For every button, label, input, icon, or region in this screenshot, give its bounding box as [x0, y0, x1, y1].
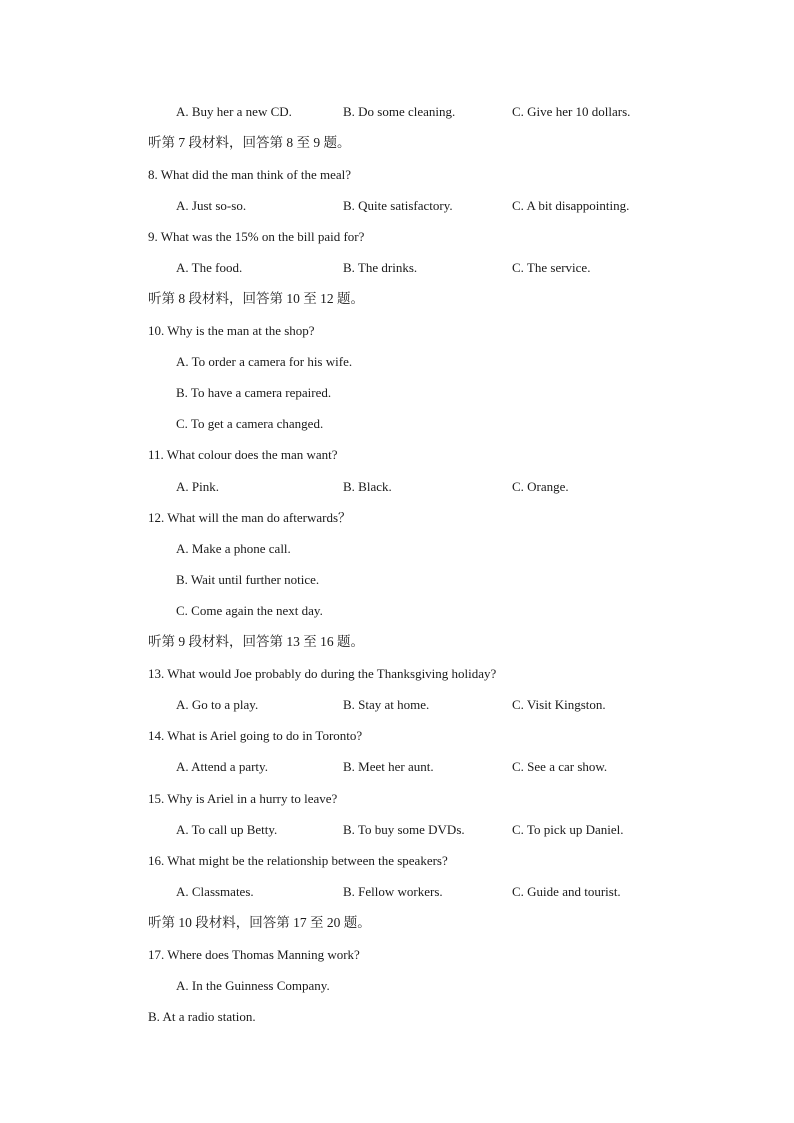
- q10-option-b: B. To have a camera repaired.: [176, 385, 332, 400]
- q11-question: 11. What colour does the man want?: [148, 447, 338, 462]
- q11-option-b: B. Black.: [343, 479, 392, 494]
- section-7-heading: 听第 7 段材料，回答第 8 至 9 题。: [148, 135, 351, 150]
- q14-option-b: B. Meet her aunt.: [343, 759, 434, 774]
- q16-option-a: A. Classmates.: [176, 884, 254, 899]
- q9-option-b: B. The drinks.: [343, 260, 418, 275]
- section-8-heading: 听第 8 段材料，回答第 10 至 12 题。: [148, 291, 364, 306]
- q12-question: 12. What will the man do afterwards？: [148, 510, 352, 525]
- section-9-heading: 听第 9 段材料，回答第 13 至 16 题。: [148, 634, 364, 649]
- q13-options-row: [0, 695, 794, 715]
- q8-option-b: B. Quite satisfactory.: [343, 198, 453, 213]
- q7-option-c: C. Give her 10 dollars.: [512, 104, 631, 119]
- q17-option-a: A. In the Guinness Company.: [176, 978, 330, 993]
- q13-option-a: A. Go to a play.: [176, 697, 259, 712]
- q13-option-c: C. Visit Kingston.: [512, 697, 606, 712]
- q8-options-row: [0, 196, 794, 216]
- q11-option-c: C. Orange.: [512, 479, 569, 494]
- q10-question: 10. Why is the man at the shop?: [148, 323, 315, 338]
- q8-option-a: A. Just so-so.: [176, 198, 247, 213]
- q9-option-c: C. The service.: [512, 260, 591, 275]
- q13-question: 13. What would Joe probably do during the Thanksgiving holiday?: [148, 666, 497, 681]
- q9-options-row: [0, 258, 794, 278]
- q15-option-b: B. To buy some DVDs.: [343, 822, 465, 837]
- q8-question: 8. What did the man think of the meal?: [148, 167, 352, 182]
- q16-option-b: B. Fellow workers.: [343, 884, 443, 899]
- q17-question: 17. Where does Thomas Manning work?: [148, 947, 360, 962]
- q7-option-b: B. Do some cleaning.: [343, 104, 456, 119]
- q15-options-row: [0, 820, 794, 840]
- q7-options-row: [0, 102, 794, 122]
- q7-option-a: A. Buy her a new CD.: [176, 104, 292, 119]
- q12-option-c: C. Come again the next day.: [176, 603, 323, 618]
- q17-option-b: B. At a radio station.: [148, 1009, 256, 1024]
- q12-option-a: A. Make a phone call.: [176, 541, 291, 556]
- q9-question: 9. What was the 15% on the bill paid for?: [148, 229, 365, 244]
- section-10-heading: 听第 10 段材料，回答第 17 至 20 题。: [148, 915, 371, 930]
- q8-option-c: C. A bit disappointing.: [512, 198, 630, 213]
- q11-options-row: [0, 477, 794, 497]
- q10-option-c: C. To get a camera changed.: [176, 416, 324, 431]
- q13-option-b: B. Stay at home.: [343, 697, 430, 712]
- q15-question: 15. Why is Ariel in a hurry to leave?: [148, 791, 338, 806]
- q9-option-a: A. The food.: [176, 260, 243, 275]
- q16-options-row: [0, 882, 794, 902]
- q14-option-c: C. See a car show.: [512, 759, 608, 774]
- q16-option-c: C. Guide and tourist.: [512, 884, 621, 899]
- q16-question: 16. What might be the relationship between the speakers?: [148, 853, 448, 868]
- q11-option-a: A. Pink.: [176, 479, 219, 494]
- q10-option-a: A. To order a camera for his wife.: [176, 354, 353, 369]
- q14-option-a: A. Attend a party.: [176, 759, 268, 774]
- q14-question: 14. What is Ariel going to do in Toronto?: [148, 728, 363, 743]
- q15-option-a: A. To call up Betty.: [176, 822, 278, 837]
- q14-options-row: [0, 757, 794, 777]
- q12-option-b: B. Wait until further notice.: [176, 572, 320, 587]
- q15-option-c: C. To pick up Daniel.: [512, 822, 624, 837]
